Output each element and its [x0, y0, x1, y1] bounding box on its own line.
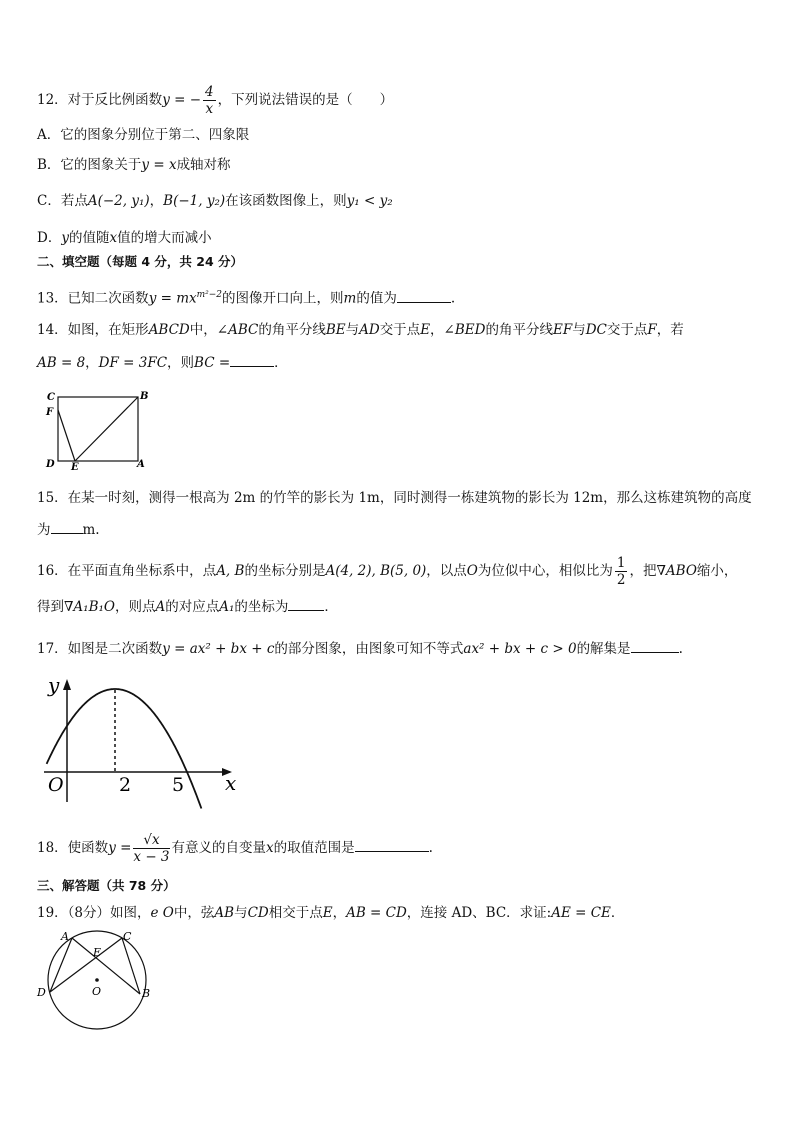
q19-segment-bc [122, 938, 140, 994]
q16-ratio-fraction: $\frac{1}{2}$ [616, 555, 626, 588]
q17-parabola-graph [40, 672, 250, 807]
q14-label-d: D [46, 459, 55, 470]
q17-y-axis-arrow [63, 679, 71, 690]
q12-math-lhs: y = − [162, 92, 202, 108]
section-2-heading: 二、填空题（每题 4 分，共 24 分） [37, 254, 244, 269]
q15-line-2: 为 m. [37, 519, 100, 540]
q19-label-d: D [37, 986, 46, 999]
q17-stem: 17．如图是二次函数y = ax² + bx + c的部分图象，由图象可知不等式ax² + bx + c > 0的解集是 . [37, 638, 683, 659]
q13-answer-blank[interactable] [397, 288, 451, 303]
q14-segment-fe [58, 410, 75, 461]
q14-label-a: A [137, 459, 145, 470]
q18-fraction: $\frac{√x}{x - 3}$ [133, 832, 170, 865]
q19-chord-ab [72, 938, 140, 994]
q19-center-dot [95, 978, 99, 982]
q12-option-d: D．y的值随x值的增大而减小 [37, 230, 212, 246]
q13-stem: 13．已知二次函数$y = mx^{m^2-2}$的图像开口向上，则m的值为 . [37, 285, 455, 309]
q19-label-b: B [142, 987, 151, 1000]
q14-line-1: 14．如图，在矩形ABCD中，∠ABC的角平分线BE与AD交于点E，∠BED的角平分线EF与DC交于点F，若 [37, 322, 684, 338]
q18-answer-blank[interactable] [355, 837, 429, 852]
q16-line-1: 16．在平面直角坐标系中，点A, B的坐标分别是A(4, 2), B(5, 0)，以点O为位似中心，相似比为 $\frac{1}{2}$ ，把∇ABO缩小， [37, 555, 738, 588]
q17-y-label: y [48, 673, 60, 697]
q19-label-e: E [93, 946, 102, 959]
q14-rectangle-figure [40, 388, 150, 472]
q17-origin-label: O [48, 774, 64, 796]
q12-option-a: A．它的图象分别位于第二、四象限 [37, 127, 250, 143]
q17-tick-2: 2 [119, 774, 132, 796]
q14-answer-blank[interactable] [230, 352, 274, 367]
q12-option-c: C．若点A(−2, y₁)，B(−1, y₂)在该函数图像上，则y₁ < y₂ [37, 193, 393, 209]
q14-line-2: AB = 8，DF = 3FC，则BC = ． [37, 352, 288, 373]
q19-circle-figure [35, 928, 160, 1033]
q19-label-a: A [61, 930, 69, 943]
q14-segment-be [75, 397, 138, 461]
q18-stem: 18．使函数y = $\frac{√x}{x - 3}$ 有意义的自变量x的取值范围是 . [37, 832, 433, 865]
q14-rect-abcd [58, 397, 138, 461]
q14-label-f: F [46, 407, 54, 418]
q17-answer-blank[interactable] [631, 638, 679, 653]
q15-line-1: 15．在某一时刻，测得一根高为 2m 的竹竿的影长为 1m，同时测得一栋建筑物的影长为 12m，那么这栋建筑物的高度 [37, 490, 752, 506]
section-3-heading: 三、解答题（共 78 分） [37, 878, 176, 893]
q12-stem: 12．对于反比例函数y = − $\frac{4}{x}$ ，下列说法错误的是（ ） [37, 84, 394, 117]
q17-tick-5: 5 [172, 774, 185, 796]
q12-option-b: B．它的图象关于y = x成轴对称 [37, 157, 231, 173]
q14-label-b: B [140, 391, 149, 402]
q16-answer-blank[interactable] [288, 596, 324, 611]
q19-stem: 19．（8分）如图，e O中，弦AB与CD相交于点E，AB = CD，连接 AD、BC．求证:AE = CE． [37, 905, 625, 921]
q17-x-label: x [225, 771, 237, 795]
q12-fraction: $\frac{4}{x}$ [205, 84, 214, 117]
q19-label-o: O [92, 985, 102, 998]
q19-label-c: C [123, 930, 132, 943]
q14-label-c: C [47, 392, 55, 403]
q15-answer-blank[interactable] [51, 519, 83, 534]
q16-line-2: 得到∇A₁B₁O，则点A的对应点A₁的坐标为 ． [37, 596, 338, 617]
q14-label-e: E [71, 462, 79, 473]
